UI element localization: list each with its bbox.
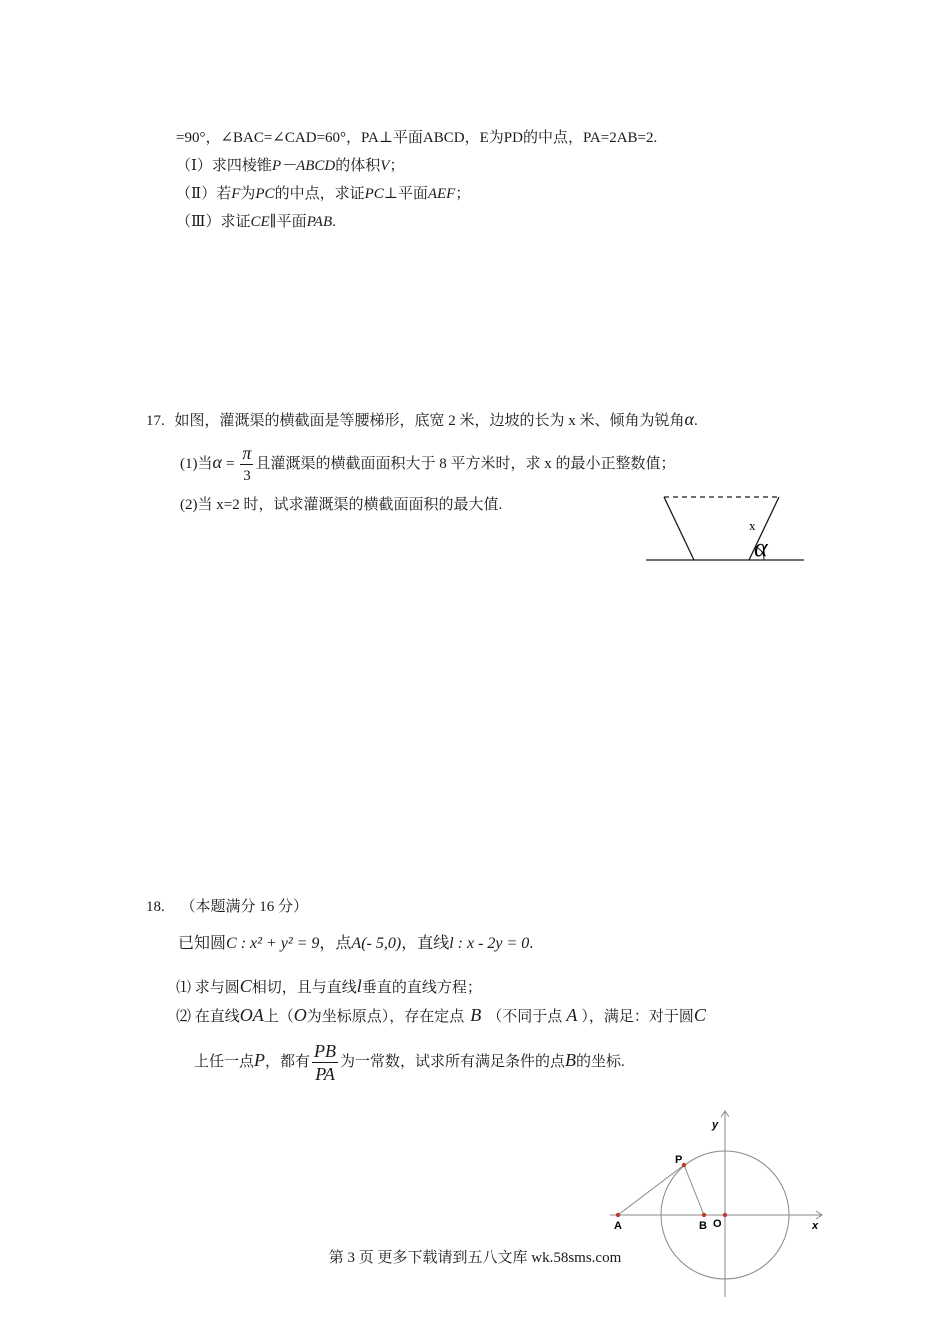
segment-pb <box>684 1165 704 1215</box>
label-a: A <box>614 1220 622 1232</box>
label-o: O <box>713 1218 722 1230</box>
problem-17-part2: (2)当 x=2 时，试求灌溉渠的横截面面积的最大值. <box>180 497 503 513</box>
prev-q1: （Ⅰ）求四棱锥P－ABCD的体积V； <box>176 158 405 174</box>
label-x: x <box>812 1220 819 1232</box>
problem-18-part2-cont: 上任一点P，都有 $\frac{PB}{PA}$ 为一常数，试求所有满足条件的点B的坐标. <box>194 1041 625 1084</box>
trapezoid-left-side <box>664 497 694 560</box>
prev-line1: =90°，∠BAC=∠CAD=60°，PA⊥平面ABCD，E为PD的中点，PA=2AB=2. <box>176 130 658 146</box>
problem-18-part1: ⑴ 求与圆C相切，且与直线l垂直的直线方程； <box>176 976 482 996</box>
angle-label-alpha: α <box>754 533 768 562</box>
point-p <box>682 1163 686 1167</box>
pb-over-pa-fraction: $\frac{PB}{PA}$ <box>314 1041 337 1084</box>
point-b <box>702 1213 706 1217</box>
trapezoid-figure <box>640 490 810 570</box>
problem-17-stem: 17. 如图，灌溉渠的横截面是等腰梯形，底宽 2 米，边坡的长为 x 米、倾角为锐角α. <box>146 409 698 429</box>
problem-18-header: 18. （本题满分 16 分） <box>146 899 309 915</box>
page-footer: 第 3 页 更多下载请到五八文库 wk.58sms.com <box>328 1250 622 1266</box>
problem-18-part2: ⑵ 在直线OA上（O为坐标原点），存在定点 B （不同于点 A ），满足：对于圆C <box>176 1005 706 1025</box>
problem-18-given: 已知圆C : x² + y² = 9，点A(- 5,0)，直线l : x - 2y = 0. <box>178 935 534 952</box>
point-o <box>723 1213 727 1217</box>
segment-pa <box>618 1165 684 1215</box>
prev-q3: （Ⅲ）求证CE∥平面PAB. <box>176 214 336 230</box>
label-p: P <box>675 1154 683 1166</box>
circle-figure <box>600 1105 840 1305</box>
prev-q2: （Ⅱ）若F为PC的中点，求证PC⊥平面AEF； <box>176 186 471 202</box>
problem-17-part1: (1)当α = $\frac{\pi}{3}$ 且灌溉渠的横截面面积大于 8 平方米时，求 x 的最小正整数值； <box>180 442 675 487</box>
problem-number: 18. <box>146 899 165 915</box>
side-label-x: x <box>749 518 756 533</box>
pi-over-3-fraction: $\frac{\pi}{3}$ <box>242 443 252 484</box>
label-y: y <box>712 1119 719 1131</box>
label-b: B <box>699 1220 707 1232</box>
point-a <box>616 1213 620 1217</box>
problem-number: 17. <box>146 413 165 429</box>
